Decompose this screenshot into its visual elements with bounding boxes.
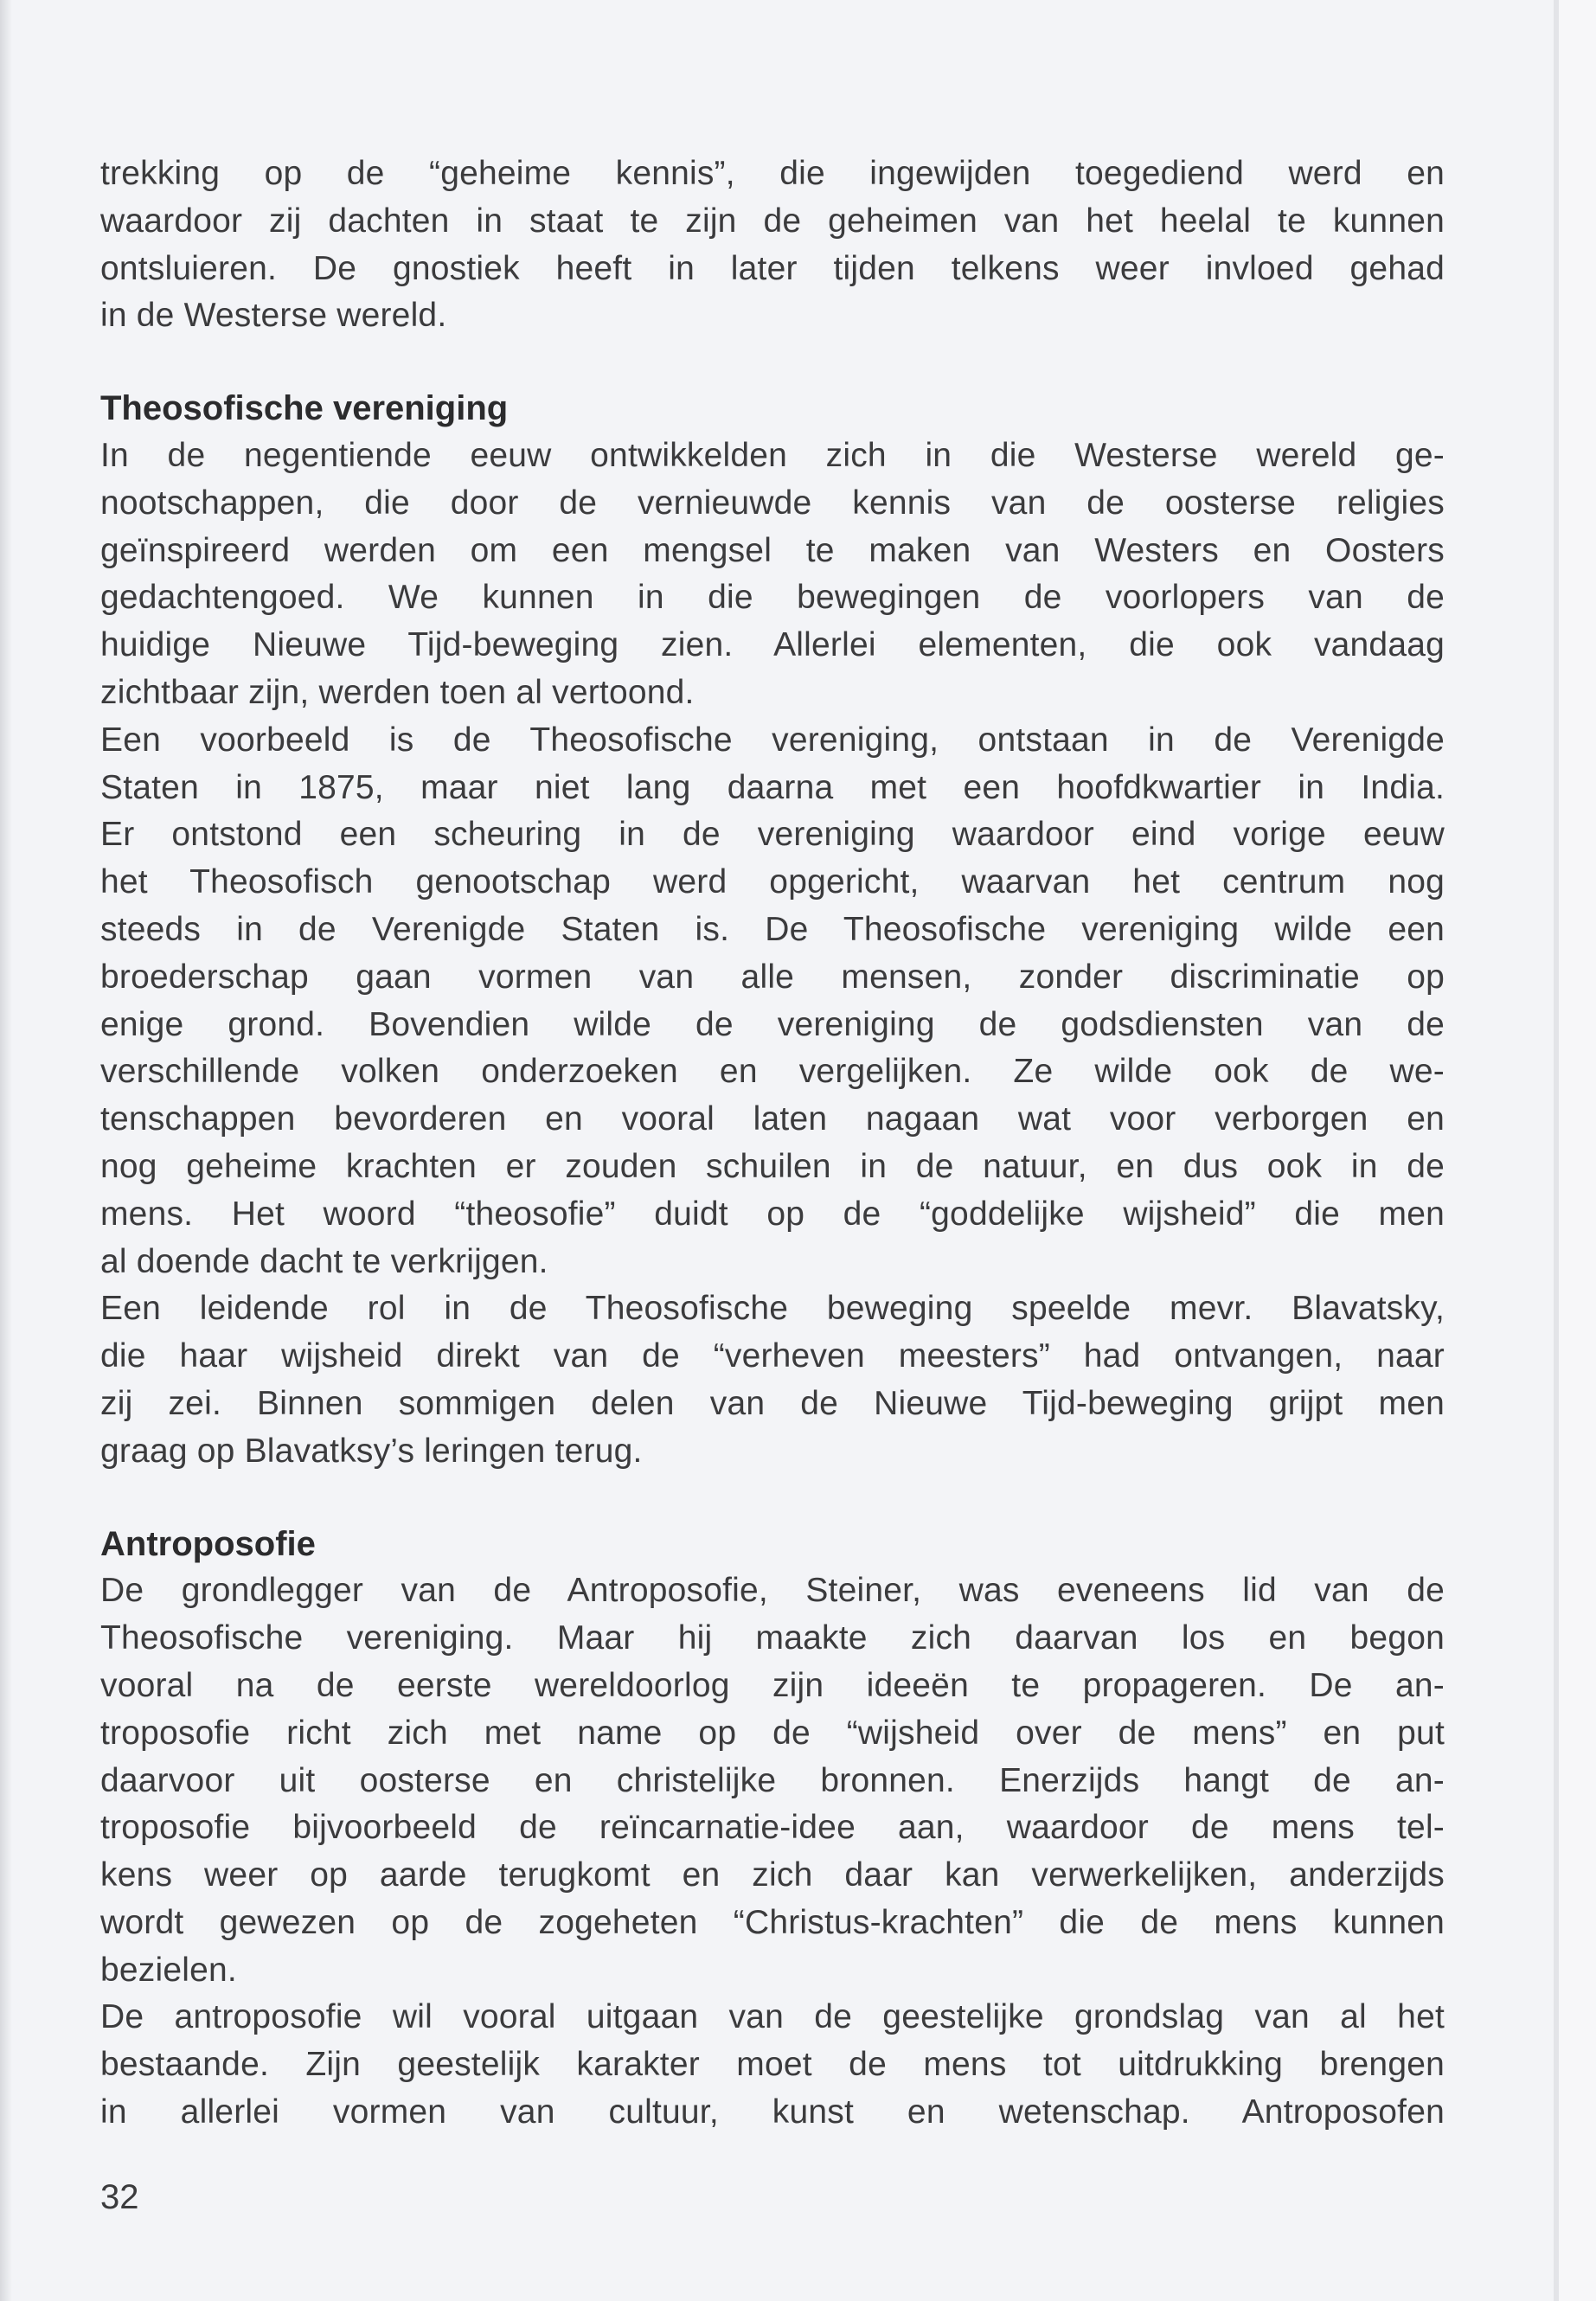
- text-line: het Theosofisch genootschap werd opgericht, waarvan het centrum nog: [100, 863, 1445, 901]
- text-line: Een leidende rol in de Theosofische beweging speelde mevr. Blavatsky,: [100, 1290, 1445, 1328]
- text-line: Theosofische vereniging. Maar hij maakte zich daarvan los en begon: [100, 1619, 1445, 1657]
- text-line: verschillende volken onderzoeken en vergelijken. Ze wilde ook de we-: [100, 1053, 1445, 1091]
- page-number: 32: [100, 2178, 139, 2216]
- text-line: nootschappen, die door de vernieuwde kennis van de oosterse religies: [100, 484, 1445, 522]
- section-heading: Antroposofie: [100, 1524, 316, 1563]
- text-line: in de Westerse wereld.: [100, 297, 447, 335]
- paragraph: [100, 1567, 1445, 1994]
- text-line: wordt gewezen op de zogeheten “Christus-krachten” die de mens kunnen: [100, 1903, 1445, 1941]
- paragraph: [100, 151, 1445, 340]
- text-line: Staten in 1875, maar niet lang daarna met een hoofdkwartier in India.: [100, 768, 1445, 806]
- page-text: [100, 151, 1445, 2137]
- text-line: Een voorbeeld is de Theosofische vereniging, ontstaan in de Verenigde: [100, 721, 1445, 759]
- text-line: geïnspireerd werden om een mengsel te maken van Westers en Oosters: [100, 531, 1445, 569]
- text-line: De antroposofie wil vooral uitgaan van de geestelijke grondslag van al het: [100, 1998, 1445, 2036]
- text-line: broederschap gaan vormen van alle mensen, zonder discriminatie op: [100, 958, 1445, 996]
- text-line: troposofie richt zich met name op de “wijsheid over de mens” en put: [100, 1714, 1445, 1752]
- text-line: zij zei. Binnen sommigen delen van de Nieuwe Tijd-beweging grijpt men: [100, 1384, 1445, 1422]
- text-line: huidige Nieuwe Tijd-beweging zien. Allerlei elementen, die ook vandaag: [100, 626, 1445, 664]
- text-line: vooral na de eerste wereldoorlog zijn ideeën te propageren. De an-: [100, 1666, 1445, 1704]
- text-line: zichtbaar zijn, werden toen al vertoond.: [100, 673, 695, 711]
- text-line: in allerlei vormen van cultuur, kunst en wetenschap. Antroposofen: [100, 2093, 1445, 2131]
- text-line: In de negentiende eeuw ontwikkelden zich in die Westerse wereld ge-: [100, 436, 1445, 474]
- text-line: trekking op de “geheime kennis”, die ingewijden toegediend werd en: [100, 155, 1445, 192]
- text-line: enige grond. Bovendien wilde de vereniging de godsdiensten van de: [100, 1005, 1445, 1043]
- text-line: nog geheime krachten er zouden schuilen in de natuur, en dus ook in de: [100, 1147, 1445, 1185]
- text-line: mens. Het woord “theosofie” duidt op de “goddelijke wijsheid” die men: [100, 1195, 1445, 1233]
- text-line: die haar wijsheid direkt van de “verheven meesters” had ontvangen, naar: [100, 1337, 1445, 1375]
- page-right-edge: [1559, 0, 1596, 2301]
- text-line: graag op Blavatksy’s leringen terug.: [100, 1432, 643, 1470]
- text-line: tenschappen bevorderen en vooral laten nagaan wat voor verborgen en: [100, 1100, 1445, 1138]
- paragraph: [100, 1994, 1445, 2136]
- paragraph: [100, 1285, 1445, 1475]
- text-line: ontsluieren. De gnostiek heeft in later tijden telkens weer invloed gehad: [100, 249, 1445, 287]
- text-line: daarvoor uit oosterse en christelijke bronnen. Enerzijds hangt de an-: [100, 1761, 1445, 1799]
- section-heading: Theosofische vereniging: [100, 389, 509, 428]
- text-line: Er ontstond een scheuring in de vereniging waardoor eind vorige eeuw: [100, 816, 1445, 854]
- text-line: al doende dacht te verkrijgen.: [100, 1242, 548, 1280]
- text-line: steeds in de Verenigde Staten is. De Theosofische vereniging wilde een: [100, 910, 1445, 948]
- paragraph: [100, 717, 1445, 1286]
- text-line: troposofie bijvoorbeeld de reïncarnatie-idee aan, waardoor de mens tel-: [100, 1809, 1445, 1847]
- text-line: kens weer op aarde terugkomt en zich daar kan verwerkelijken, anderzijds: [100, 1856, 1445, 1894]
- text-line: waardoor zij dachten in staat te zijn de geheimen van het heelal te kunnen: [100, 202, 1445, 240]
- text-line: bestaande. Zijn geestelijk karakter moet de mens tot uitdrukking brengen: [100, 2046, 1445, 2084]
- paragraph: [100, 433, 1445, 717]
- text-line: De grondlegger van de Antroposofie, Steiner, was eveneens lid van de: [100, 1572, 1445, 1610]
- text-line: gedachtengoed. We kunnen in die bewegingen de voorlopers van de: [100, 579, 1445, 617]
- text-line: bezielen.: [100, 1951, 237, 1989]
- page-left-edge: [0, 0, 12, 2301]
